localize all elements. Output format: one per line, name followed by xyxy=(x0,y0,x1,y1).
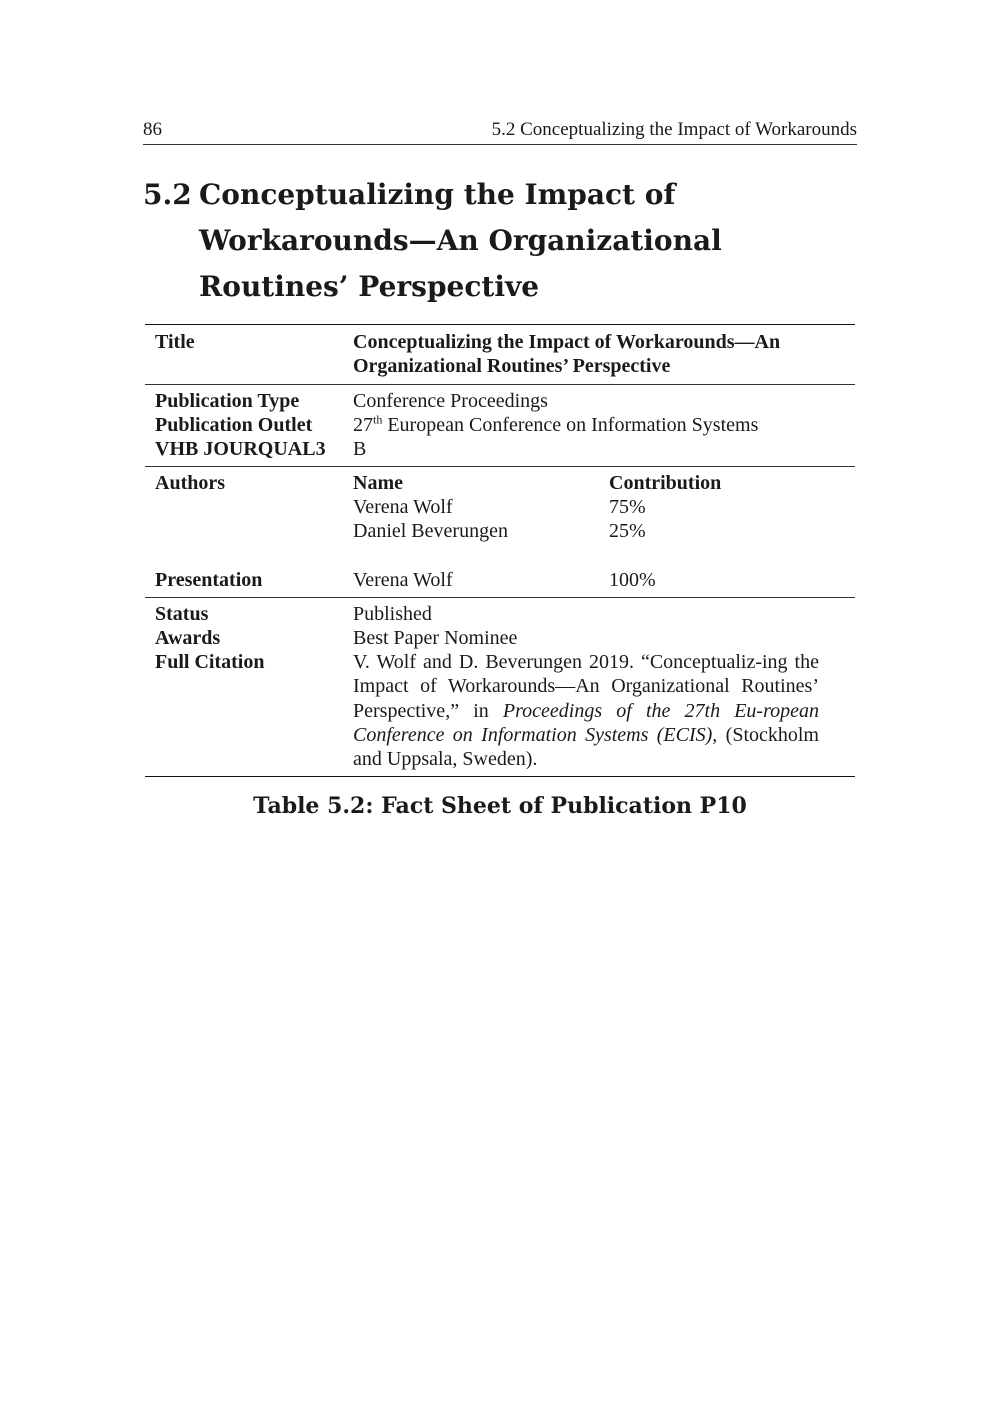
citation-text: V. Wolf and D. Beverungen 2019. “Conceptualiz-ing the Impact of Workarounds—An Organizational Routines’ Perspective,” in xyxy=(353,651,819,722)
spacer-row xyxy=(145,543,855,567)
author-contribution: 75% xyxy=(609,495,646,518)
publication-outlet-value xyxy=(353,413,758,437)
author-name: Daniel Beverungen xyxy=(353,520,508,543)
awards-row xyxy=(145,626,855,650)
awards-value: Best Paper Nominee xyxy=(353,626,518,649)
presentation-name: Verena Wolf xyxy=(353,568,453,591)
author-name: Verena Wolf xyxy=(353,495,453,518)
author-row xyxy=(145,495,855,519)
section-number: 5.2 xyxy=(143,178,192,211)
author-contribution: 25% xyxy=(609,520,646,543)
status-block xyxy=(145,597,855,777)
publication-type-value: Conference Proceedings xyxy=(353,389,548,412)
citation-location: (Stockholm and Uppsala, Sweden). xyxy=(353,724,819,771)
fact-sheet-table xyxy=(145,324,855,777)
publication-outlet-label: Publication Outlet xyxy=(155,413,313,436)
title-label: Title xyxy=(155,331,195,353)
authors-name-header: Name xyxy=(353,471,403,494)
table-caption: Table 5.2: Fact Sheet of Publication P10 xyxy=(253,793,747,819)
section-title: Conceptualizing the Impact of Workarounds—An Organizational Routines’ Perspective xyxy=(199,178,722,303)
status-row xyxy=(145,602,855,626)
authors-label: Authors xyxy=(155,471,226,494)
publication-outlet-row xyxy=(145,413,855,437)
page-number: 86 xyxy=(143,119,162,140)
citation-row xyxy=(145,650,855,771)
outlet-name: European Conference on Information Systems xyxy=(387,413,759,436)
running-title: 5.2 Conceptualizing the Impact of Workarounds xyxy=(491,119,857,140)
publication-type-row xyxy=(145,389,855,413)
authors-header-row xyxy=(145,471,855,495)
presentation-row xyxy=(145,568,855,592)
title-row xyxy=(145,324,855,384)
citation-proceedings: Proceedings of the 27th Eu-ropean Conference on Information Systems (ECIS), xyxy=(353,699,819,747)
vhb-label: VHB JOURQUAL3 xyxy=(155,438,326,461)
running-header xyxy=(143,118,857,145)
citation-label: Full Citation xyxy=(155,651,265,674)
publication-type-label: Publication Type xyxy=(155,389,300,412)
author-row xyxy=(145,519,855,543)
publication-block xyxy=(145,384,855,466)
presentation-contribution: 100% xyxy=(609,568,656,591)
outlet-ordinal: 27 xyxy=(353,413,373,436)
full-citation xyxy=(353,650,819,771)
outlet-ordinal-suffix: th xyxy=(373,412,383,427)
status-label: Status xyxy=(155,602,209,625)
vhb-value: B xyxy=(353,438,367,461)
status-value: Published xyxy=(353,602,432,625)
authors-block xyxy=(145,466,855,597)
awards-label: Awards xyxy=(155,626,221,649)
authors-contribution-header: Contribution xyxy=(609,471,722,494)
vhb-row xyxy=(145,437,855,461)
title-value: Conceptualizing the Impact of Workarounds—An Organizational Routines’ Perspective xyxy=(353,331,781,378)
presentation-label: Presentation xyxy=(155,568,263,591)
